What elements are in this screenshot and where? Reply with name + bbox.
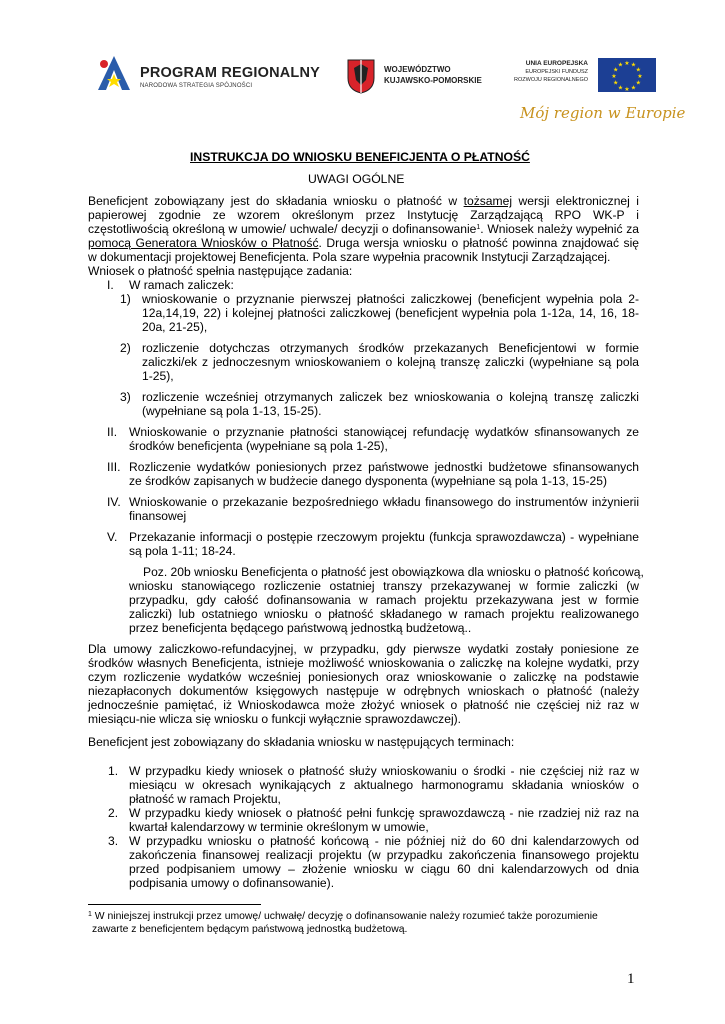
svg-text:★: ★ bbox=[630, 84, 637, 92]
intro-line-1: Beneficjent zobowiązany jest do składania wniosku o płatność w tożsamej wersji elektronicznej i bbox=[88, 194, 639, 208]
item-3-line: rozliczenie wcześniej otrzymanych zaliczek bez wnioskowania o kolejną transzę zaliczki bbox=[142, 390, 639, 404]
umowy-line: jednocześnie pamiętać, iż Wnioskodawca może złożyć wniosek o płatność nie częściej niż raz w bbox=[88, 698, 639, 712]
intro-line-2: papierowej zgodnie ze wzorem określonym przez Instytucję Zarządzającą RPO WK-P i bbox=[88, 208, 639, 222]
eu-line-2: EUROPEJSKI FUNDUSZ bbox=[525, 69, 588, 75]
program-regionalny-logo bbox=[92, 52, 321, 96]
intro-line-3: częstotliwością określoną w umowie/ uchwale/ decyzji o dofinansowanie$^1$. Wniosek należy wypełnić za bbox=[88, 222, 639, 236]
section-5-number: V. bbox=[107, 530, 118, 544]
intro-line-4: pomocą Generatora Wniosków o Płatność. Druga wersja wniosku o płatność powinna znajdować się bbox=[88, 236, 639, 250]
svg-text:★: ★ bbox=[630, 61, 637, 69]
term-1-line: miesiącu w okresach wynikających z aktualnego harmonogramu składania wniosków o bbox=[129, 778, 639, 792]
term-2-line: W przypadku kiedy wniosek o płatność pełni funkcję sprawozdawczą - nie rzadziej niż raz na bbox=[129, 806, 639, 820]
section-3-line: ze środków zapisanych w budżecie danego dysponenta (wypełniane są pola 1-13, 15-25) bbox=[129, 474, 608, 488]
footnote-line-2: zawarte z beneficjentem będącym państwową jednostką budżetową. bbox=[92, 924, 408, 935]
item-1-line: 20a, 21-25), bbox=[142, 320, 208, 334]
item-1-line: 12a,14,19, 22) i kolejnej płatności zaliczkowej (beneficjent wypełnia pola 1-12a, 14, 16, 18- bbox=[142, 306, 639, 320]
section-3-number: III. bbox=[107, 460, 121, 474]
section-5-line: są pola 1-11; 18-24. bbox=[129, 544, 236, 558]
section-3-line: Rozliczenie wydatków poniesionych przez państwowe jednostki budżetowe sfinansowanych bbox=[129, 460, 639, 474]
item-2-line: zaliczki/ek z jednoczesnym wnioskowaniem o kolejną transzę zaliczki (wypełniane są pola bbox=[142, 355, 639, 369]
term-2-line: kwartał kalendarzowy w terminie określonym w umowie, bbox=[129, 820, 429, 834]
item-1-line: wnioskowanie o przyznanie pierwszej płatności zaliczkowej (beneficjent wypełnia pola 2- bbox=[142, 292, 639, 306]
poz-note-line: Poz. 20b wniosku Beneficjenta o płatność jest obowiązkowa dla wniosku o płatność końcową, bbox=[143, 565, 644, 579]
item-3-number: 3) bbox=[120, 390, 131, 404]
page-number: 1 bbox=[627, 971, 635, 987]
term-3-line: zakończenia finansowej realizacji projektu (w przypadku zakończenia finansowego projektu bbox=[129, 848, 639, 862]
eu-line-1: UNIA EUROPEJSKA bbox=[525, 60, 588, 67]
section-4-line: Wnioskowanie o przekazanie bezpośredniego wkładu finansowego do instrumentów inżynierii bbox=[129, 495, 639, 509]
item-2-line: rozliczenie dotychczas otrzymanych środków przekazanych Beneficjentowi w formie bbox=[142, 341, 639, 355]
footnote-divider bbox=[88, 904, 261, 905]
terms-intro: Beneficjent jest zobowiązany do składania wniosku w następujących terminach: bbox=[88, 735, 515, 749]
item-1-number: 1) bbox=[120, 292, 131, 306]
poz-note-line: zaliczki) lub ostatniego wniosku o płatność składanego w ramach projektu realizowanego bbox=[129, 607, 639, 621]
section-1-heading: W ramach zaliczek: bbox=[129, 278, 234, 292]
term-3-number: 3. bbox=[108, 834, 119, 848]
svg-text:★: ★ bbox=[635, 79, 641, 87]
footnote-ref: 1 bbox=[476, 224, 481, 231]
umowy-line: miesiącu-nie wlicza się wniosku o funkcji wyłącznie sprawozdawczej). bbox=[88, 712, 462, 726]
term-1-line: W przypadku kiedy wniosek o płatność służy wnioskowaniu o środki - nie częściej niż raz w bbox=[129, 764, 639, 778]
umowy-line: czym rozliczenie wydatków wcześniej poniesionych oraz wnioskowanie o zaliczkę na podstawie bbox=[88, 670, 639, 684]
eu-logo bbox=[514, 58, 660, 92]
item-3-line: (wypełniane są pola 1-13, 15-25). bbox=[142, 404, 322, 418]
section-4-line: finansowej bbox=[129, 509, 187, 523]
program-subtitle: NARODOWA STRATEGIA SPÓJNOŚCI bbox=[140, 83, 253, 89]
term-3-line: przed podpisaniem umowy – złożenie wniosku w ciągu 60 dni kalendarzowych od dnia bbox=[129, 862, 639, 876]
intro-line-6: Wniosek o płatność spełnia następujące zadania: bbox=[88, 264, 353, 278]
poz-note-line: przez beneficjenta będącego państwową jednostką budżetową.. bbox=[129, 621, 472, 635]
item-2-number: 2) bbox=[120, 341, 131, 355]
section-4-number: IV. bbox=[107, 495, 121, 509]
svg-text:★: ★ bbox=[611, 73, 617, 80]
section-1-number: I. bbox=[107, 278, 114, 292]
slogan: Mój region w Europie bbox=[520, 104, 686, 122]
umowy-line: niezapłaconych dokumentów księgowych następuje w odrębnych wnioskach o płatność (należy bbox=[88, 684, 639, 698]
term-1-number: 1. bbox=[108, 764, 119, 778]
region-line-1: WOJEWÓDZTWO bbox=[384, 65, 451, 74]
term-3-line: podpisania umowy o dofinansowanie). bbox=[129, 876, 335, 890]
svg-text:★: ★ bbox=[637, 73, 643, 80]
eu-flag-icon bbox=[598, 58, 656, 92]
svg-text:★: ★ bbox=[617, 84, 624, 92]
term-3-line: W przypadku wniosku o płatność końcową - nie później niż do 60 dni kalendarzowych od bbox=[129, 834, 639, 848]
term-2-number: 2. bbox=[108, 806, 119, 820]
poz-note-line: wniosku stanowiącego rozliczenie ostatniej transzy przekazywanej w formie zaliczki (w bbox=[129, 579, 639, 593]
section-2-number: II. bbox=[107, 425, 118, 439]
umowy-line: środków własnych Beneficjenta, istnieje możliwość wnioskowania o zaliczkę na kolejne wydatki, przy bbox=[88, 656, 639, 670]
region-coat-of-arms-icon bbox=[346, 58, 376, 94]
document-title: INSTRUKCJA DO WNIOSKU BENEFICJENTA O PŁATNOŚĆ bbox=[190, 150, 530, 164]
svg-text:★: ★ bbox=[613, 66, 619, 74]
section-2-line: środków beneficjenta (wypełniane są pola 1-25), bbox=[129, 439, 388, 453]
svg-text:★: ★ bbox=[624, 60, 630, 67]
svg-text:★: ★ bbox=[635, 66, 641, 74]
item-2-line: 1-25), bbox=[142, 369, 174, 383]
term-1-line: płatność w ramach Projektu, bbox=[129, 792, 281, 806]
section-2-line: Wnioskowanie o przyznanie płatności stanowiącej refundację wydatków sfinansowanych ze bbox=[129, 425, 639, 439]
poz-note-line: przypadku, gdy całość dofinansowania w ramach projektu przekazywana jest w formie bbox=[129, 593, 639, 607]
region-logo bbox=[346, 58, 496, 94]
svg-text:★: ★ bbox=[613, 79, 619, 87]
svg-text:★: ★ bbox=[624, 86, 630, 92]
umowy-line: Dla umowy zaliczkowo-refundacyjnej, w przypadku, gdy pierwsze wydatki zostały poniesione ze bbox=[88, 642, 639, 656]
program-title: PROGRAM REGIONALNY bbox=[140, 65, 321, 81]
program-regionalny-emblem-icon bbox=[92, 52, 136, 96]
section-5-line: Przekazanie informacji o postępie rzeczowym projektu (funkcja sprawozdawcza) - wypełniane bbox=[129, 530, 639, 544]
svg-text:★: ★ bbox=[617, 61, 624, 69]
document-subtitle: UWAGI OGÓLNE bbox=[308, 172, 405, 186]
eu-line-3: ROZWOJU REGIONALNEGO bbox=[514, 77, 588, 83]
intro-line-5: w dokumentacji projektowej Beneficjenta. Pola szare wypełnia pracownik Instytucji Zarządzającej. bbox=[88, 250, 611, 264]
region-line-2: KUJAWSKO-POMORSKIE bbox=[384, 76, 482, 85]
footnote-line-1: $^1$ W niniejszej instrukcji przez umowę/ uchwałę/ decyzję o dofinansowanie należy rozumieć także porozumienie bbox=[88, 911, 598, 922]
